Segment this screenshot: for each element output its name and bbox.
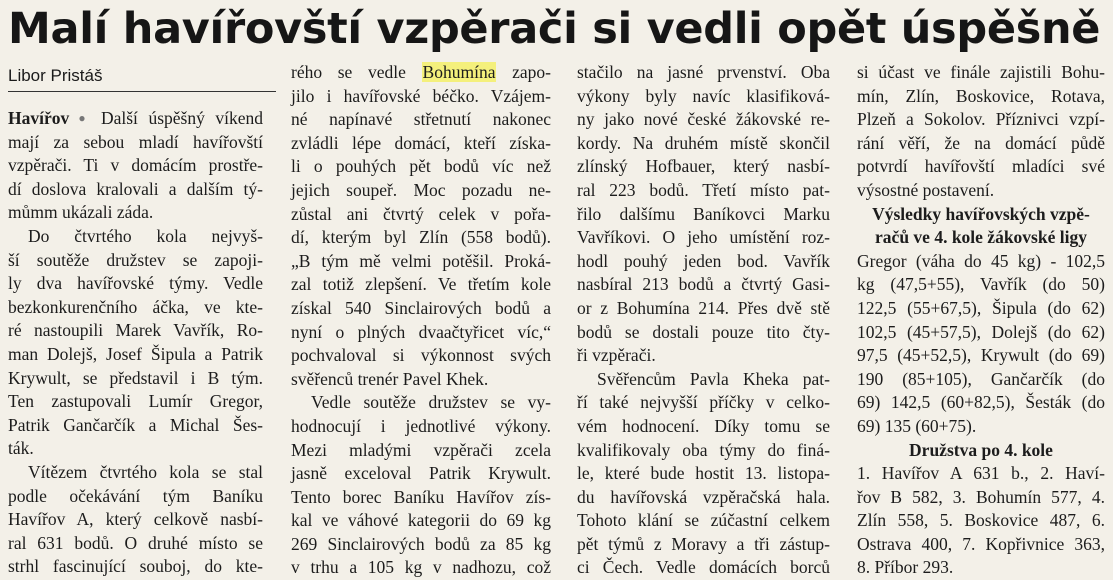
text-line: 8. Příbor 293.	[857, 557, 954, 578]
text-line: Tohoto klání se zúčastní celkem	[577, 510, 830, 531]
text-line: né napínavé střetnutí nakonec	[291, 109, 551, 130]
text-line: získal 540 Sinclairových bodů a	[291, 297, 551, 318]
text-line: v trhu a 105 kg v nadhozu, což	[291, 557, 551, 578]
column-1	[8, 107, 263, 579]
text-line: ré nastoupili Marek Vavřík, Ro-	[8, 320, 263, 341]
text-line: ral 631 bodů. O druhé místo se	[8, 532, 263, 553]
text-line: 1. Havířov A 631 b., 2. Haví-	[857, 463, 1105, 484]
text-line: řilo dalšímu Baníkovci Marku	[577, 203, 830, 224]
text-line: man Dolejš, Josef Šipula a Patrik	[8, 343, 263, 364]
lead-text: Další úspěšný víkend	[100, 108, 263, 128]
text-line: dí, kterým byl Zlín (558 bodů).	[291, 227, 551, 248]
text-line: výkony byly navíc klasifiková-	[577, 85, 830, 106]
bullet-icon: ●	[69, 111, 101, 125]
text-line: Do čtvrtého kola nejvyš-	[28, 225, 263, 246]
text-line: mín, Zlín, Boskovice, Rotava,	[857, 85, 1105, 106]
text-line: 269 Sinclairových bodů za 85 kg	[291, 533, 551, 554]
text-line: ny jako nové české žákovské re-	[577, 109, 830, 130]
headline: Malí havířovští vzpěrači si vedli opět úspěšně	[8, 4, 1101, 54]
text-line: Ostrava 400, 7. Kopřivnice 363,	[857, 533, 1105, 554]
text-line: Gregor (váha do 45 kg) - 102,5	[857, 250, 1105, 271]
text-line: můmm ukázali záda.	[8, 202, 154, 223]
text-line: potvrdí havířovští mladíci své	[857, 156, 1105, 177]
text-line	[8, 107, 263, 131]
text-line: řov B 582, 3. Bohumín 577, 4.	[857, 486, 1105, 507]
text-line: nyní o plných dvaačtyřicet víc,“	[291, 321, 551, 342]
text-line: bezkonkurenčního áčka, ve kte-	[8, 296, 263, 317]
text-line: kvalifikovaly oba týmy do finá-	[577, 439, 830, 460]
text-line: jasně exceloval Patrik Krywult.	[291, 463, 551, 484]
text-line: hodnocují i jednotlivé výkony.	[291, 415, 551, 436]
text-line: 122,5 (55+67,5), Šipula (do 62)	[857, 297, 1105, 318]
text-line: ral 223 bodů. Třetí místo pat-	[577, 179, 830, 200]
text-line: pochvaloval si výkonnost svých	[291, 345, 551, 366]
text-line: 69) 135 (60+75).	[857, 415, 977, 436]
text-line: Svěřencům Pavla Kheka pat-	[597, 368, 830, 389]
column-4	[857, 61, 1105, 580]
text-line: du havířovská vzpěračská hala.	[577, 486, 830, 507]
text-line: si účast ve finále zajistili Bohu-	[857, 62, 1105, 82]
text-line: vzpěrači. Ti v domácím prostře-	[8, 155, 263, 176]
text-line: vém hodnocení. Díky tomu se	[577, 415, 830, 436]
text-line: ták.	[8, 438, 34, 459]
text-line: jejich soupeř. Moc pozadu ne-	[291, 179, 551, 200]
text-line: rání věří, že na domácí půdě	[857, 132, 1105, 153]
byline: Libor Pristáš	[8, 66, 103, 85]
text-line: Družstva po 4. kole	[909, 439, 1053, 460]
column-3	[577, 61, 830, 580]
text-line: ci Čech. Vedle domácích borců	[577, 557, 830, 578]
text-line: zůstal ani čtvrtý celek v pořa-	[291, 203, 551, 224]
text-line: ři vzpěrači.	[577, 345, 656, 366]
text-line: mají za sebou mladí havířovští	[8, 131, 263, 152]
text-line: kg (47,5+55), Vavřík (do 50)	[857, 274, 1105, 295]
text-line: „B tým mě velmi potěšil. Proká-	[291, 250, 551, 271]
text-line: svěřenců trenér Pavel Khek.	[291, 368, 489, 389]
text-line: strhl fascinující souboj, do kte-	[8, 556, 263, 577]
text-line: Zlín 558, 5. Boskovice 487, 6.	[857, 510, 1105, 531]
text-line: zlínský Hofbauer, který nasbí-	[577, 156, 830, 177]
text-line: li o pouhých pět bodů víc než	[291, 156, 551, 177]
text-line: račů ve 4. kole žákovské ligy	[875, 227, 1087, 248]
column-2	[291, 61, 551, 580]
byline-rule	[8, 91, 276, 92]
text-line: Havířov A, který celkově nasbí-	[8, 509, 263, 530]
text-line: Vítězem čtvrtého kola se stal	[28, 461, 263, 482]
text-line: jilo i havířovské béčko. Vzájem-	[291, 85, 551, 106]
text-line: hodl pouhý jeden bod. Vavřík	[577, 250, 830, 271]
dateline: Havířov	[8, 108, 70, 128]
text-line: 97,5 (45+52,5), Krywult (do 69)	[857, 345, 1105, 366]
text-line: 190 (85+105), Gančarčík (do	[857, 368, 1105, 389]
text-line: Ten zastupovali Lumír Gregor,	[8, 391, 263, 412]
text-line: dí doslova kralovali a dalším tý-	[8, 178, 263, 199]
text-line: Plzeň a Sokolov. Příznivci vzpí-	[857, 109, 1105, 130]
text-line: Výsledky havířovských vzpě-	[872, 203, 1090, 224]
text-line: 102,5 (45+57,5), Dolejš (do 62)	[857, 321, 1105, 342]
text-line: ší soutěže družstev se zapoji-	[8, 249, 263, 270]
text-line: podle očekávání tým Baníku	[8, 485, 263, 506]
text-line: Patrik Gančarčík a Michal Šes-	[8, 414, 263, 435]
text-line: nasbíral 213 bodů a čtvrtý Gasi-	[577, 274, 830, 295]
text-line: rého se vedle Bohumína zapo-	[291, 62, 551, 82]
text-line: zal totiž zlepšení. Ve třetím kole	[291, 274, 551, 295]
text-line: Vedle soutěže družstev se vy-	[311, 392, 551, 413]
text-line: kordy. Na druhém místě skončil	[577, 132, 830, 153]
text-line: Tento borec Baníku Havířov zís-	[291, 486, 551, 507]
text-line: Vavříkovi. O jeho umístění roz-	[577, 227, 830, 248]
text-line: or z Bohumína 214. Přes dvě stě	[577, 297, 830, 318]
text-line: le, které bude hostit 13. listopa-	[577, 463, 830, 484]
text-line: stačilo na jasné prvenství. Oba	[577, 62, 830, 82]
text-line: bodů se dostali pouze tito čty-	[577, 321, 830, 342]
text-line: výsostné postavení.	[857, 179, 995, 200]
text-line: ří také nejvyšší příčky v celko-	[577, 392, 830, 413]
text-line: Krywult, se představil i B tým.	[8, 367, 263, 388]
highlighted-word: Bohumína	[422, 62, 496, 82]
text-line: 69) 142,5 (60+82,5), Šesták (do	[857, 392, 1105, 413]
text-line: kal ve váhové kategorii do 69 kg	[291, 510, 551, 531]
text-line: zvládli lépe domácí, kteří získa-	[291, 132, 551, 153]
text-line: Mezi mladými vzpěrači zcela	[291, 439, 551, 460]
text-line: pět týmů z Moravy a tři zástup-	[577, 533, 830, 554]
text-line: ly dva havířovské týmy. Vedle	[8, 273, 263, 294]
